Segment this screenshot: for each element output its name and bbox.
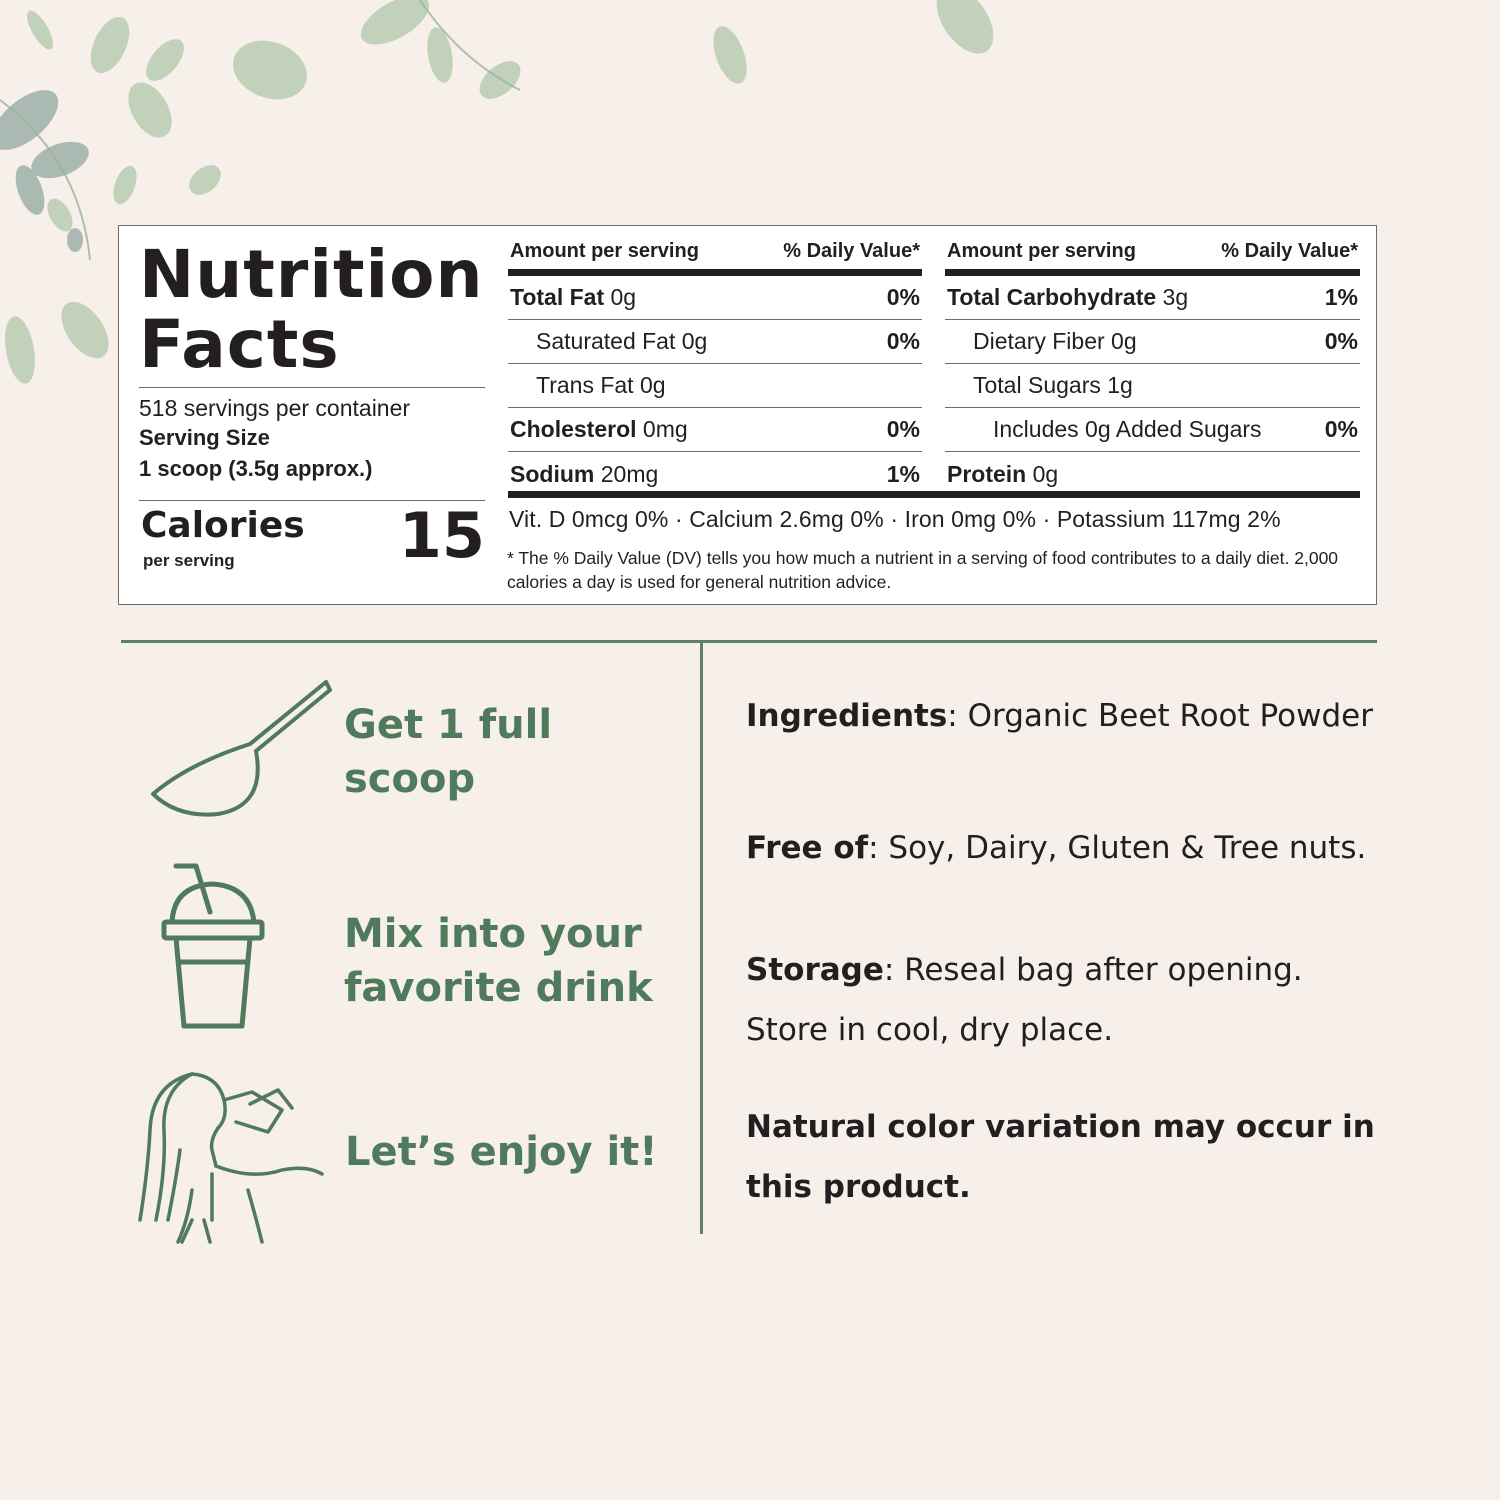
column-header <box>508 238 922 266</box>
header-amount: Amount per serving <box>510 240 699 262</box>
nutrient-name: Protein <box>947 460 1027 487</box>
nutrient-dv: 0% <box>886 416 920 442</box>
step-1-line2: scoop <box>344 756 476 802</box>
nutrient-amount: 1g <box>1107 372 1133 398</box>
nutrition-left-block <box>139 236 485 591</box>
nutrient-name: Trans Fat <box>536 372 634 398</box>
calories-value: 15 <box>398 499 485 572</box>
column-header <box>945 238 1360 266</box>
nutrient-dv: 0% <box>1324 416 1358 442</box>
ingredients-value: : Organic Beet Root Powder <box>947 698 1373 734</box>
nutrient-amount: 3g <box>1162 284 1189 310</box>
nutrient-amount: 0g <box>639 372 666 398</box>
nutrient-row <box>508 408 922 452</box>
step-3-text <box>345 1125 658 1179</box>
nutrient-dv: 1% <box>886 460 920 487</box>
nutrient-row <box>945 408 1360 452</box>
calories-per-serving: per serving <box>143 551 235 570</box>
woman-drinking-icon <box>132 1070 332 1245</box>
step-2-line2: favorite drink <box>344 965 653 1011</box>
thick-rule <box>945 269 1360 276</box>
storage-line <box>746 940 1303 1000</box>
nutrient-name: Cholesterol <box>510 416 637 442</box>
ingredients-label: Ingredients <box>746 698 948 734</box>
serving-size-label: Serving Size <box>139 425 270 450</box>
nutrient-dv: 0% <box>1324 328 1358 354</box>
drink-cup-icon <box>158 862 268 1034</box>
free-of-label: Free of <box>746 830 869 866</box>
nutrient-name: Total Fat <box>510 284 605 310</box>
servings-per-container: 518 servings per container <box>139 395 411 421</box>
serving-size-value: 1 scoop (3.5g approx.) <box>139 456 373 481</box>
nutrient-amount: 0g <box>1111 328 1137 354</box>
step-2-line1: Mix into your <box>344 911 642 957</box>
thick-rule <box>508 269 922 276</box>
nutrient-dv: 0% <box>886 328 920 354</box>
nutrient-name: Total Carbohydrate <box>947 284 1157 310</box>
nutrition-column-left <box>508 238 922 496</box>
section-divider-vertical <box>700 642 703 1234</box>
header-daily-value: % Daily Value* <box>1221 240 1358 262</box>
calories-label: Calories <box>141 505 305 546</box>
vitamins-minerals-line: Vit. D 0mcg 0% · Calcium 2.6mg 0% · Iron 0mg 0% · Potassium 117mg 2% <box>509 506 1281 532</box>
free-of-line <box>746 818 1366 878</box>
nutrient-amount: 20mg <box>600 460 659 487</box>
daily-value-footnote: * The % Daily Value (DV) tells you how much a nutrient in a serving of food contributes to a daily diet. 2,000 calories a day is used for general nutrition advice. <box>507 548 1339 592</box>
header-amount: Amount per serving <box>947 240 1136 262</box>
nutrient-dv: 0% <box>886 284 920 310</box>
header-daily-value: % Daily Value* <box>783 240 920 262</box>
storage-line-2: Store in cool, dry place. <box>746 1012 1114 1048</box>
calories-row <box>139 501 485 591</box>
scoop-icon <box>148 676 334 821</box>
nutrient-name: Dietary Fiber <box>973 328 1105 354</box>
step-1-line1: Get 1 full <box>344 702 553 748</box>
storage-value: : Reseal bag after opening. <box>883 952 1303 988</box>
nutrition-facts-panel <box>118 225 1377 605</box>
nutrient-name: Includes 0g Added Sugars <box>993 416 1262 442</box>
nutrient-row <box>508 452 922 496</box>
step-3-line1: Let’s enjoy it! <box>345 1129 658 1175</box>
nutrient-amount: 0g <box>681 328 708 354</box>
free-of-value: : Soy, Dairy, Gluten & Tree nuts. <box>868 830 1367 866</box>
nutrient-row <box>945 320 1360 364</box>
nutrition-title-line2: Facts <box>139 306 340 383</box>
nutrient-row <box>508 364 922 408</box>
nutrient-row <box>508 276 922 320</box>
nutrition-title-line1: Nutrition <box>139 236 484 313</box>
color-variation-note: Natural color variation may occur in this product. <box>746 1109 1375 1205</box>
ingredients-line <box>746 686 1373 746</box>
nutrient-row <box>508 320 922 364</box>
nutrient-amount: 0g <box>1032 460 1059 487</box>
nutrient-dv: 1% <box>1324 284 1358 310</box>
step-2-text <box>344 907 653 1015</box>
nutrient-row <box>945 452 1360 496</box>
thick-rule <box>508 491 1360 498</box>
divider <box>139 387 485 388</box>
nutrient-name: Total Sugars <box>973 372 1101 398</box>
nutrition-column-right <box>945 238 1360 496</box>
step-1-text <box>344 698 552 806</box>
nutrient-name: Sodium <box>510 460 595 487</box>
storage-label: Storage <box>746 952 884 988</box>
nutrient-amount: 0mg <box>642 416 688 442</box>
section-divider-horizontal <box>121 640 1377 643</box>
nutrient-name: Saturated Fat <box>536 328 676 354</box>
nutrient-amount: 0g <box>610 284 637 310</box>
nutrient-row <box>945 276 1360 320</box>
nutrient-row <box>945 364 1360 408</box>
